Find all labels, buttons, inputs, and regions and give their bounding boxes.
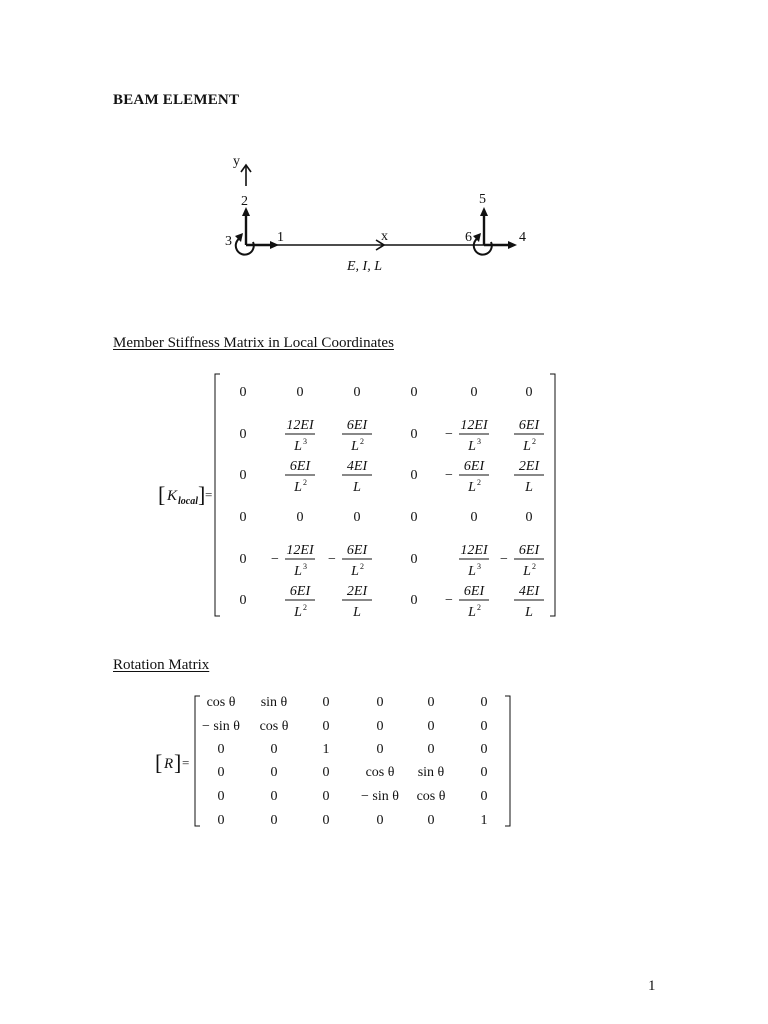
r-cell-r5-c1: 0 <box>217 789 225 804</box>
r-cell-r1-c6: 0 <box>480 695 488 710</box>
beam-diagram <box>0 0 768 300</box>
stiffness-matrix <box>0 360 768 625</box>
k-cell-r6-c5 <box>445 584 489 620</box>
dof-label-5: 5 <box>479 192 486 207</box>
k-matrix-right-bracket <box>550 374 555 616</box>
k-cell-r3-c5-minus: − <box>445 468 453 483</box>
k-cell-r6-c2-exponent: 2 <box>303 603 307 612</box>
k-cell-r5-c1: 0 <box>239 552 247 567</box>
r-cell-r3-c5: 0 <box>427 742 435 757</box>
r-cell-r3-c3: 1 <box>322 742 330 757</box>
r-bracket-close: ] <box>174 750 182 775</box>
k-cell-r3-c5-numerator: 6EI <box>463 459 485 474</box>
r-equals: = <box>182 755 190 770</box>
k-cell-r2-c6-numerator: 6EI <box>518 418 540 433</box>
r-cell-r4-c2: 0 <box>270 765 278 780</box>
k-cell-r5-c2-exponent: 3 <box>303 562 307 571</box>
k-cell-r1-c6: 0 <box>525 385 533 400</box>
r-cell-r6-c5: 0 <box>427 813 435 828</box>
k-cell-r3-c5-denominator: L <box>468 480 476 495</box>
rotation-heading: Rotation Matrix <box>113 657 210 673</box>
k-cell-r3-c2-denominator: L <box>294 480 302 495</box>
r-cell-r5-c2: 0 <box>270 789 278 804</box>
k-cell-r6-c2-denominator: L <box>294 605 302 620</box>
k-cell-r5-c2-numerator: 12EI <box>286 543 314 558</box>
k-cell-r3-c3 <box>342 459 372 495</box>
r-cell-r3-c1: 0 <box>217 742 225 757</box>
k-cell-r1-c1: 0 <box>239 385 247 400</box>
k-cell-r2-c1: 0 <box>239 427 247 442</box>
k-cell-r4-c6: 0 <box>525 510 533 525</box>
r-cell-r2-c4: 0 <box>376 719 384 734</box>
k-cell-r5-c3-exponent: 2 <box>360 562 364 571</box>
k-symbol: K <box>167 488 178 504</box>
document-title: BEAM ELEMENT <box>113 92 240 108</box>
k-cell-r2-c6-exponent: 2 <box>532 437 536 446</box>
k-cell-r2-c3 <box>342 418 372 454</box>
k-cell-r3-c6-denominator: L <box>525 480 533 495</box>
k-cell-r2-c4: 0 <box>410 427 418 442</box>
r-cell-r1-c3: 0 <box>322 695 330 710</box>
dof-5-arrowhead <box>480 207 488 216</box>
k-cell-r6-c3-denominator: L <box>353 605 361 620</box>
k-cell-r5-c6-minus: − <box>500 552 508 567</box>
k-cell-r6-c6 <box>514 584 544 620</box>
r-cell-r6-c2: 0 <box>270 813 278 828</box>
k-cell-r2-c6-denominator: L <box>523 439 531 454</box>
k-cell-r6-c5-minus: − <box>445 593 453 608</box>
r-cell-r3-c2: 0 <box>270 742 278 757</box>
k-cell-r3-c5-exponent: 2 <box>477 478 481 487</box>
k-cell-r6-c5-numerator: 6EI <box>463 584 485 599</box>
k-cell-r2-c2-denominator: L <box>294 439 302 454</box>
r-cell-r6-c4: 0 <box>376 813 384 828</box>
k-cell-r6-c3-numerator: 2EI <box>346 584 368 599</box>
k-cell-r3-c6 <box>514 459 544 495</box>
r-cell-r4-c4: cos θ <box>365 765 395 780</box>
r-cell-r2-c5: 0 <box>427 719 435 734</box>
r-cell-r1-c2: sin θ <box>260 695 288 710</box>
k-bracket-close: ] <box>198 482 206 507</box>
dof-label-3: 3 <box>225 234 232 249</box>
k-cell-r4-c3: 0 <box>353 510 361 525</box>
k-cell-r5-c3-minus: − <box>328 552 336 567</box>
k-cell-r6-c6-denominator: L <box>525 605 533 620</box>
r-cell-r4-c5: sin θ <box>417 765 445 780</box>
r-cell-r5-c5: cos θ <box>416 789 446 804</box>
k-cell-r6-c2 <box>285 584 315 620</box>
k-cell-r5-c4: 0 <box>410 552 418 567</box>
k-cell-r2-c2-numerator: 12EI <box>286 418 314 433</box>
r-matrix-right-bracket <box>505 696 510 826</box>
k-cell-r3-c2-numerator: 6EI <box>289 459 311 474</box>
r-cell-r5-c3: 0 <box>322 789 330 804</box>
k-cell-r1-c3: 0 <box>353 385 361 400</box>
k-cell-r3-c3-denominator: L <box>353 480 361 495</box>
dof-3-rotation <box>236 238 254 255</box>
k-cell-r5-c6 <box>500 543 544 579</box>
r-cell-r5-c6: 0 <box>480 789 488 804</box>
k-cell-r4-c4: 0 <box>410 510 418 525</box>
k-cell-r6-c6-numerator: 4EI <box>518 584 540 599</box>
r-cell-r3-c4: 0 <box>376 742 384 757</box>
x-axis-label: x <box>381 229 388 244</box>
r-bracket-open: [ <box>155 750 163 775</box>
stiffness-heading: Member Stiffness Matrix in Local Coordinates <box>113 335 394 351</box>
k-cell-r4-c2: 0 <box>296 510 304 525</box>
k-cell-r2-c3-numerator: 6EI <box>346 418 368 433</box>
k-cell-r6-c5-exponent: 2 <box>477 603 481 612</box>
rotation-matrix <box>0 690 768 835</box>
k-cell-r3-c2-exponent: 2 <box>303 478 307 487</box>
k-cell-r2-c5 <box>445 418 489 454</box>
k-cell-r1-c2: 0 <box>296 385 304 400</box>
r-matrix-left-bracket <box>195 696 200 826</box>
k-cell-r1-c4: 0 <box>410 385 418 400</box>
r-cell-r1-c4: 0 <box>376 695 384 710</box>
k-cell-r2-c3-denominator: L <box>351 439 359 454</box>
k-cell-r5-c5-denominator: L <box>468 564 476 579</box>
k-cell-r5-c6-denominator: L <box>523 564 531 579</box>
y-axis-label: y <box>233 154 240 169</box>
k-cell-r3-c6-numerator: 2EI <box>518 459 540 474</box>
k-cell-r2-c5-denominator: L <box>468 439 476 454</box>
r-cell-r6-c3: 0 <box>322 813 330 828</box>
k-cell-r6-c3 <box>342 584 372 620</box>
k-cell-r5-c3-numerator: 6EI <box>346 543 368 558</box>
k-cell-r3-c5 <box>445 459 489 495</box>
k-cell-r2-c3-exponent: 2 <box>360 437 364 446</box>
k-cell-r5-c2 <box>271 543 315 579</box>
k-cell-r3-c3-numerator: 4EI <box>346 459 368 474</box>
dof-label-1: 1 <box>277 230 284 245</box>
k-cell-r5-c6-exponent: 2 <box>532 562 536 571</box>
k-equals: = <box>205 487 213 502</box>
r-cell-r1-c5: 0 <box>427 695 435 710</box>
k-cell-r3-c2 <box>285 459 315 495</box>
dof-label-4: 4 <box>519 230 526 245</box>
r-cell-r4-c3: 0 <box>322 765 330 780</box>
k-cell-r2-c5-minus: − <box>445 427 453 442</box>
k-cell-r6-c2-numerator: 6EI <box>289 584 311 599</box>
r-cell-r2-c1: − sin θ <box>202 719 240 734</box>
k-cell-r1-c5: 0 <box>470 385 478 400</box>
k-cell-r5-c2-denominator: L <box>294 564 302 579</box>
k-cell-r6-c5-denominator: L <box>468 605 476 620</box>
k-bracket-open: [ <box>158 482 166 507</box>
k-cell-r3-c4: 0 <box>410 468 418 483</box>
k-cell-r5-c5-numerator: 12EI <box>460 543 488 558</box>
k-cell-r2-c2-exponent: 3 <box>303 437 307 446</box>
r-cell-r4-c6: 0 <box>480 765 488 780</box>
k-matrix-left-bracket <box>215 374 220 616</box>
r-cell-r6-c1: 0 <box>217 813 225 828</box>
k-cell-r5-c2-minus: − <box>271 552 279 567</box>
r-cell-r3-c6: 0 <box>480 742 488 757</box>
k-cell-r5-c6-numerator: 6EI <box>518 543 540 558</box>
k-cell-r2-c5-exponent: 3 <box>477 437 481 446</box>
r-cell-r2-c3: 0 <box>322 719 330 734</box>
k-cell-r2-c5-numerator: 12EI <box>460 418 488 433</box>
k-cell-r5-c5 <box>459 543 489 579</box>
k-cell-r2-c6 <box>514 418 544 454</box>
k-cell-r5-c3 <box>328 543 372 579</box>
r-cell-r2-c6: 0 <box>480 719 488 734</box>
beam-properties-label: E, I, L <box>347 259 382 274</box>
dof-4-arrowhead <box>508 241 517 249</box>
dof-label-2: 2 <box>241 194 248 209</box>
k-cell-r4-c5: 0 <box>470 510 478 525</box>
k-subscript: local <box>178 496 198 507</box>
k-cell-r6-c1: 0 <box>239 593 247 608</box>
r-cell-r6-c6: 1 <box>480 813 488 828</box>
page-number: 1 <box>648 978 656 994</box>
k-cell-r2-c2 <box>285 418 315 454</box>
dof-label-6: 6 <box>465 230 472 245</box>
r-cell-r2-c2: cos θ <box>259 719 289 734</box>
k-cell-r5-c3-denominator: L <box>351 564 359 579</box>
r-cell-r1-c1: cos θ <box>206 695 236 710</box>
r-cell-r4-c1: 0 <box>217 765 225 780</box>
dof-6-rotation <box>474 238 492 255</box>
k-cell-r6-c4: 0 <box>410 593 418 608</box>
r-cell-r5-c4: − sin θ <box>361 789 399 804</box>
k-cell-r3-c1: 0 <box>239 468 247 483</box>
r-symbol: R <box>164 756 174 772</box>
k-cell-r4-c1: 0 <box>239 510 247 525</box>
k-cell-r5-c5-exponent: 3 <box>477 562 481 571</box>
